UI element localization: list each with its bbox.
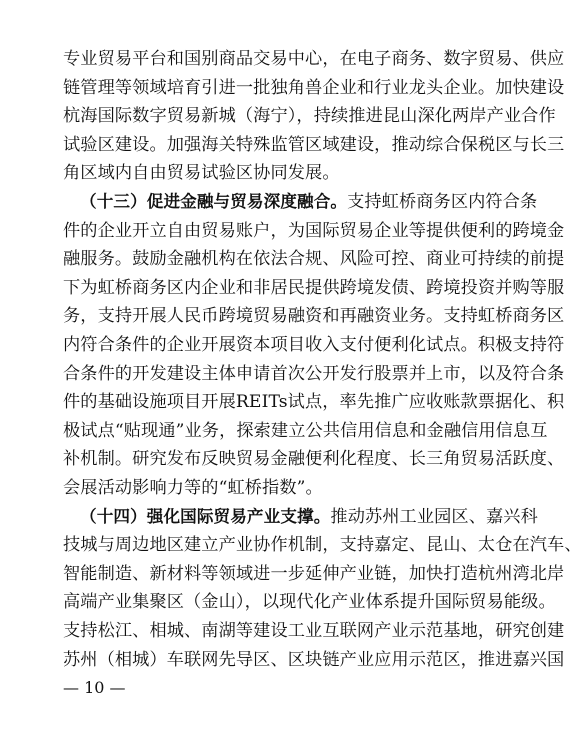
section-13-heading: （十三）促进金融与贸易深度融合。 <box>80 192 348 211</box>
body-text-line: 合条件的开发建设主体申请首次公开发行股票并上市，以及符合条 <box>63 363 565 384</box>
body-text: 支持虹桥商务区内符合条 <box>347 192 538 212</box>
section-14-first-line <box>80 506 538 528</box>
body-text-line: 专业贸易平台和国别商品交易中心，在电子商务、数字贸易、供应 <box>63 49 565 69</box>
body-text-line: 融服务。鼓励金融机构在依法合规、风险可控、商业可持续的前提 <box>63 249 565 270</box>
body-text-line: 技城与周边地区建立产业协作机制，支持嘉定、昆山、太仓在汽车、 <box>63 535 582 556</box>
body-text-line: 链管理等领域培育引进一批独角兽企业和行业龙头企业。加快建设 <box>63 77 565 98</box>
body-text-line: 极试点“贴现通”业务，探索建立公共信用信息和金融信用信息互 <box>63 420 548 441</box>
section-14-heading: （十四）强化国际贸易产业支撑。 <box>80 506 331 526</box>
body-text-line: 杭海国际数字贸易新城（海宁），持续推进昆山深化两岸产业合作 <box>63 106 556 127</box>
page-number: — 10 — <box>63 678 126 698</box>
body-text-line: 支持松江、相城、南湖等建设工业互联网产业示范基地，研究创建 <box>63 621 565 641</box>
body-text-line: 会展活动影响力等的“虹桥指数”。 <box>63 478 323 498</box>
body-text-line: 智能制造、新材料等领域进一步延伸产业链，加快打造杭州湾北岸 <box>63 563 565 584</box>
section-13-first-line <box>80 191 538 213</box>
body-text-line: 务，支持开展人民币跨境贸易融资和再融资业务。支持虹桥商务区 <box>63 306 565 327</box>
body-text: 推动苏州工业园区、嘉兴科 <box>330 506 538 527</box>
body-text-line: 补机制。研究发布反映贸易金融便利化程度、长三角贸易活跃度、 <box>63 449 565 470</box>
body-text-line: 件的企业开立自由贸易账户，为国际贸易企业等提供便利的跨境金 <box>63 220 565 241</box>
body-text-line: 角区域内自由贸易试验区协同发展。 <box>63 163 340 184</box>
body-text-line: 苏州（相城）车联网先导区、区块链产业应用示范区，推进嘉兴国 <box>63 649 565 670</box>
body-text-line: 试验区建设。加强海关特殊监管区域建设，推动综合保税区与长三 <box>63 134 565 155</box>
body-text-line: 件的基础设施项目开展REITs试点，率先推广应收账款票据化、积 <box>63 392 565 413</box>
body-text-line: 内符合条件的企业开展资本项目收入支付便利化试点。积极支持符 <box>63 335 565 355</box>
body-text-line: 高端产业集聚区（金山），以现代化产业体系提升国际贸易能级。 <box>63 592 556 613</box>
body-text-line: 下为虹桥商务区内企业和非居民提供跨境发债、跨境投资并购等服 <box>63 277 565 298</box>
